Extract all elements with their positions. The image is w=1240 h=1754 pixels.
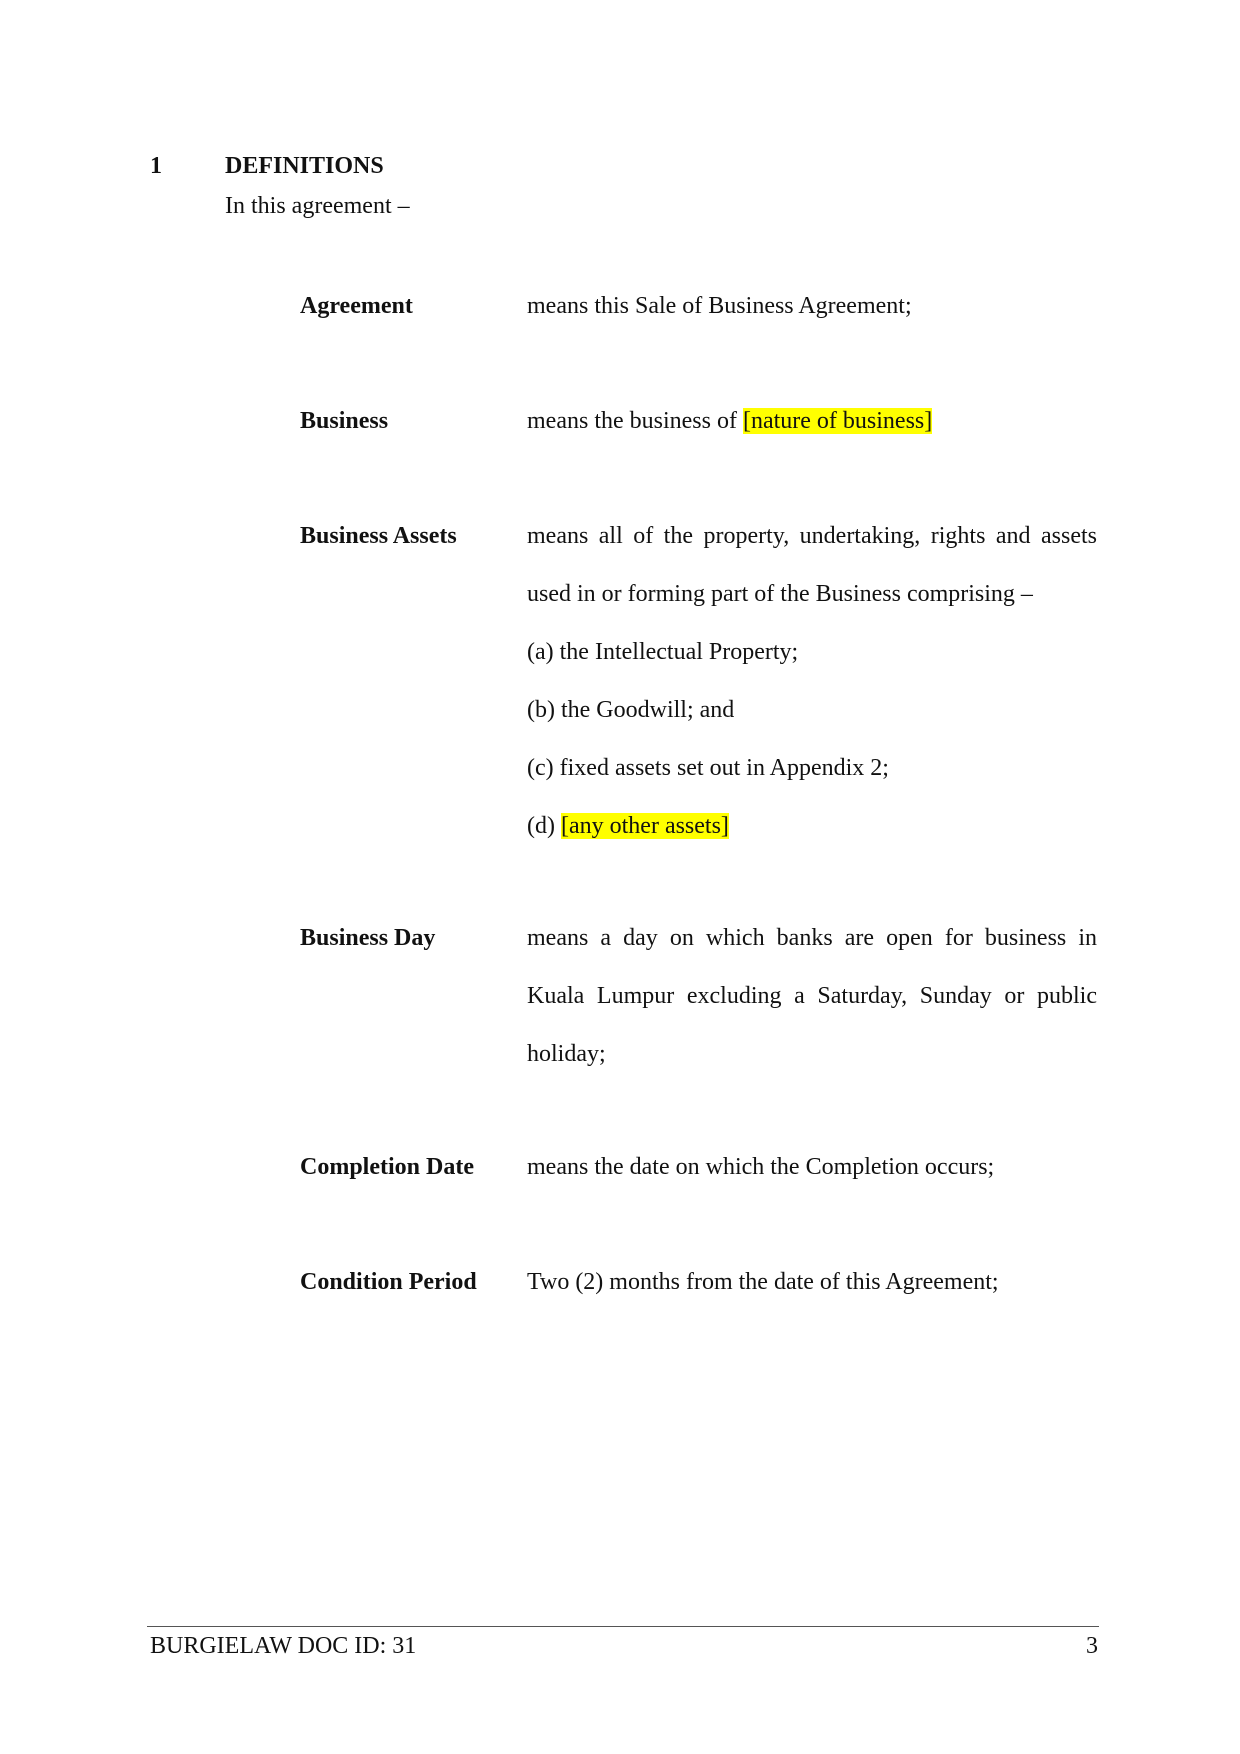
definition-term: Agreement	[300, 293, 413, 319]
section-title: DEFINITIONS	[225, 153, 384, 179]
footer-divider	[147, 1626, 1099, 1627]
definition-text: means the business of	[527, 408, 743, 434]
definition-term: Business Day	[300, 925, 436, 951]
definition-text-line	[527, 392, 1097, 450]
definition-body	[527, 507, 1097, 855]
definition-body	[527, 392, 1097, 450]
definition-body	[527, 1138, 1097, 1196]
definition-body	[527, 909, 1097, 1083]
definition-text-line: Kuala Lumpur excluding a Saturday, Sunday or public	[527, 983, 1097, 1009]
definition-text-line: holiday;	[527, 1041, 606, 1067]
definition-term: Business Assets	[300, 523, 457, 549]
section-number: 1	[150, 153, 162, 179]
definition-term: Completion Date	[300, 1154, 474, 1180]
definition-body	[527, 1253, 1097, 1311]
placeholder-highlight: [any other assets]	[560, 813, 729, 839]
definition-list-item: (b) the Goodwill; and	[527, 697, 735, 723]
list-item-prefix: (d)	[527, 813, 561, 839]
definition-text-line: means a day on which banks are open for business in	[527, 925, 1097, 951]
placeholder-highlight: [nature of business]	[742, 408, 933, 434]
definition-list-item	[527, 797, 1097, 855]
definition-list-item: (a) the Intellectual Property;	[527, 639, 799, 665]
definition-term: Business	[300, 408, 389, 434]
definition-text: Two (2) months from the date of this Agreement;	[527, 1269, 999, 1295]
definition-list-item: (c) fixed assets set out in Appendix 2;	[527, 755, 889, 781]
definition-text: means this Sale of Business Agreement;	[527, 293, 912, 319]
definition-text: means the date on which the Completion occurs;	[527, 1154, 995, 1180]
footer-page-number: 3	[1086, 1633, 1098, 1659]
definition-text-line: used in or forming part of the Business comprising –	[527, 581, 1033, 607]
definition-term: Condition Period	[300, 1269, 477, 1295]
definition-body	[527, 277, 1097, 335]
definition-text-line: means all of the property, undertaking, rights and assets	[527, 523, 1097, 549]
section-intro: In this agreement –	[225, 193, 410, 219]
footer-doc-id: BURGIELAW DOC ID: 31	[150, 1633, 417, 1659]
section-heading	[150, 150, 384, 182]
